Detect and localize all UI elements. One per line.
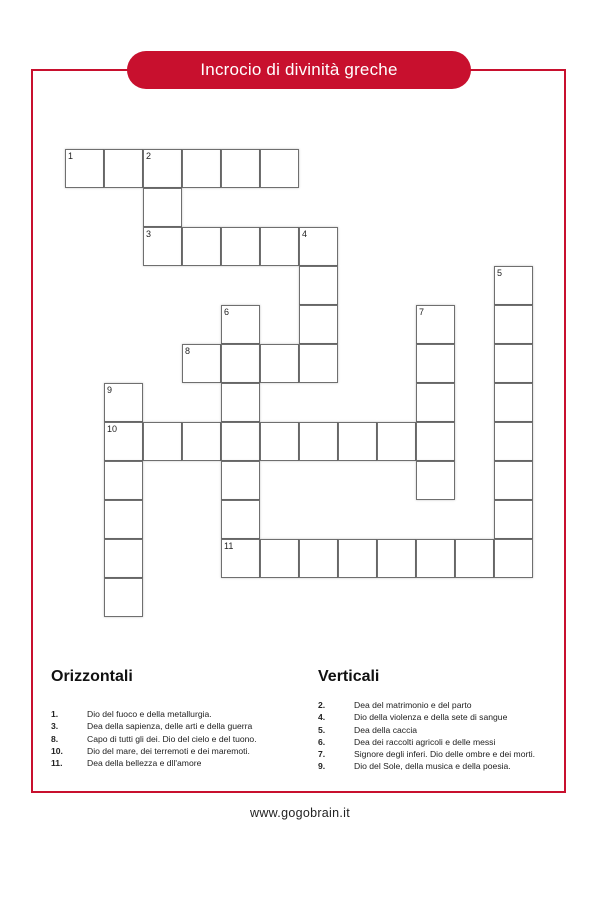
clue-item-text: Dea della sapienza, delle arti e della guerra (87, 721, 253, 732)
clue-item (318, 748, 535, 760)
clue-item-number: 4. (318, 712, 326, 723)
crossword-cell[interactable] (104, 461, 143, 500)
crossword-cell[interactable] (494, 383, 533, 422)
clue-item-number: 10. (51, 745, 63, 756)
crossword-cell[interactable] (416, 344, 455, 383)
crossword-cell[interactable] (65, 149, 104, 188)
clue-item-number: 6. (318, 736, 326, 747)
crossword-cell[interactable] (299, 266, 338, 305)
crossword-cell[interactable] (182, 422, 221, 461)
clue-item (51, 757, 257, 769)
clue-item-number: 11. (51, 758, 63, 769)
site-footer: www.gogobrain.it (250, 806, 350, 820)
crossword-cell[interactable] (182, 149, 221, 188)
crossword-cell[interactable] (260, 149, 299, 188)
crossword-cell[interactable] (221, 383, 260, 422)
clue-number: 4 (302, 229, 308, 239)
clue-number: 5 (497, 268, 503, 278)
clue-number: 1 (68, 151, 74, 161)
crossword-cell[interactable] (104, 578, 143, 617)
down-heading: Verticali (318, 668, 380, 685)
crossword-cell[interactable] (260, 539, 299, 578)
clue-item (51, 745, 257, 757)
clue-item-number: 8. (51, 733, 59, 744)
clue-item (51, 733, 257, 745)
crossword-cell[interactable] (494, 344, 533, 383)
clue-item-number: 7. (318, 749, 326, 760)
crossword-cell[interactable] (416, 539, 455, 578)
crossword-cell[interactable] (221, 539, 260, 578)
clue-number: 6 (224, 307, 230, 317)
clue-item-text: Dea della bellezza e dll'amore (87, 758, 202, 769)
crossword-cell[interactable] (221, 344, 260, 383)
crossword-cell[interactable] (143, 422, 182, 461)
crossword-cell[interactable] (221, 461, 260, 500)
crossword-cell[interactable] (104, 422, 143, 461)
crossword-cell[interactable] (338, 422, 377, 461)
clue-item-text: Dea dei raccolti agricoli e delle messi (354, 736, 496, 747)
clue-item-text: Capo di tutti gli dei. Dio del cielo e del tuono. (87, 733, 257, 744)
clue-item-text: Dio del mare, dei terremoti e dei maremoti. (87, 745, 250, 756)
crossword-cell[interactable] (494, 461, 533, 500)
clue-item-number: 1. (51, 709, 59, 719)
clue-item-number: 3. (51, 721, 59, 732)
crossword-cell[interactable] (104, 383, 143, 422)
clue-item (318, 724, 535, 736)
clue-number: 10 (107, 424, 118, 434)
crossword-cell[interactable] (416, 461, 455, 500)
clue-item (51, 720, 257, 732)
clue-number: 8 (185, 346, 191, 356)
clue-number: 11 (224, 541, 234, 551)
crossword-cell[interactable] (104, 500, 143, 539)
crossword-cell[interactable] (494, 422, 533, 461)
clue-item-text: Dio del Sole, della musica e della poesia. (354, 761, 511, 772)
crossword-cell[interactable] (299, 422, 338, 461)
crossword-cell[interactable] (221, 422, 260, 461)
crossword-cell[interactable] (221, 227, 260, 266)
clue-number: 7 (419, 307, 425, 317)
crossword-cell[interactable] (416, 422, 455, 461)
clue-item-text: Signore degli inferi. Dio delle ombre e dei morti. (354, 749, 536, 760)
clue-item-text: Dio del fuoco e della metallurgia. (87, 709, 212, 719)
crossword-cell[interactable] (221, 500, 260, 539)
clue-number: 3 (146, 229, 152, 239)
crossword-cell[interactable] (143, 188, 182, 227)
crossword-cell[interactable] (104, 539, 143, 578)
crossword-cell[interactable] (182, 344, 221, 383)
clue-item-number: 5. (318, 724, 326, 735)
crossword-cell[interactable] (182, 227, 221, 266)
crossword-cell[interactable] (299, 344, 338, 383)
clue-item-text: Dea del matrimonio e del parto (354, 700, 472, 710)
clue-item-number: 9. (318, 761, 326, 772)
clue-number: 9 (107, 385, 113, 395)
crossword-cell[interactable] (377, 422, 416, 461)
clue-item (318, 736, 535, 748)
across-clue-list (51, 708, 257, 769)
clue-item-number: 2. (318, 700, 326, 710)
crossword-cell[interactable] (455, 539, 494, 578)
clue-item (318, 711, 535, 723)
clue-item-text: Dio della violenza e della sete di sangue (354, 712, 508, 723)
crossword-cell[interactable] (143, 149, 182, 188)
crossword-cell[interactable] (299, 305, 338, 344)
crossword-cell[interactable] (494, 266, 533, 305)
clue-item (318, 760, 535, 772)
clue-item (318, 699, 535, 711)
across-heading: Orizzontali (51, 668, 133, 685)
crossword-cell[interactable] (416, 305, 455, 344)
down-clue-list (318, 699, 535, 773)
crossword-cell[interactable] (221, 149, 260, 188)
crossword-cell[interactable] (377, 539, 416, 578)
crossword-cell[interactable] (416, 383, 455, 422)
clue-item (51, 708, 257, 720)
crossword-cell[interactable] (221, 305, 260, 344)
crossword-cell[interactable] (143, 227, 182, 266)
crossword-cell[interactable] (299, 539, 338, 578)
crossword-cell[interactable] (260, 227, 299, 266)
crossword-cell[interactable] (260, 422, 299, 461)
crossword-cell[interactable] (494, 539, 533, 578)
crossword-cell[interactable] (260, 344, 299, 383)
crossword-cell[interactable] (299, 227, 338, 266)
crossword-cell[interactable] (494, 305, 533, 344)
crossword-cell[interactable] (104, 149, 143, 188)
puzzle-title: Incrocio di divinità greche (127, 51, 471, 89)
crossword-cell[interactable] (494, 500, 533, 539)
clue-item-text: Dea della caccia (354, 724, 418, 735)
clue-number: 2 (146, 151, 152, 161)
crossword-cell[interactable] (338, 539, 377, 578)
